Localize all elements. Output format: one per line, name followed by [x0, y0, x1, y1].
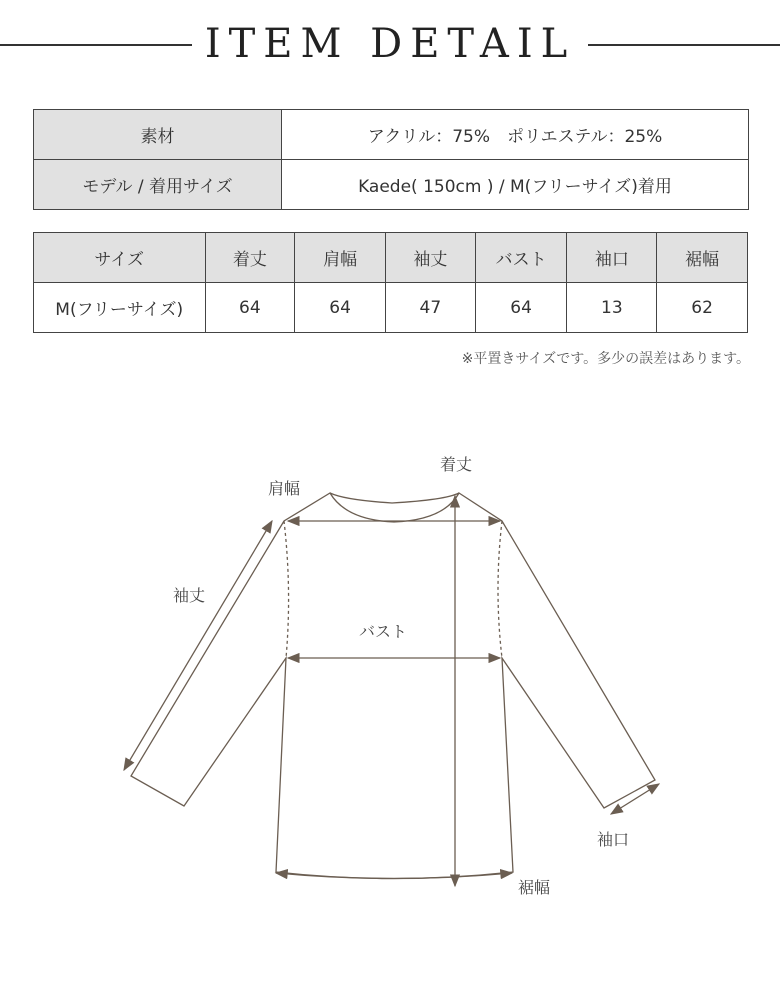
- measurement-note: ※平置きサイズです。多少の誤差はあります。: [461, 351, 750, 367]
- size-header-cell: 袖丈: [385, 233, 475, 283]
- label-cuff: 袖口: [597, 830, 630, 849]
- cuff-arrow: [611, 784, 659, 814]
- size-header-cell: 袖口: [567, 233, 657, 283]
- hem-arrow: [276, 873, 512, 879]
- sleeve-arrow: [124, 521, 272, 770]
- size-cell: M(フリーサイズ): [34, 283, 206, 333]
- size-header-cell: 裾幅: [657, 233, 748, 283]
- spec-label: 素材: [34, 110, 282, 160]
- page-title: ITEM DETAIL: [204, 21, 576, 67]
- size-cell: 47: [385, 283, 475, 333]
- spec-label: モデル / 着用サイズ: [34, 160, 282, 210]
- size-header-cell: 着丈: [205, 233, 295, 283]
- label-hem: 裾幅: [518, 878, 551, 897]
- size-cell: 64: [205, 283, 295, 333]
- spec-value: Kaede( 150cm ) / M(フリーサイズ)着用: [282, 160, 749, 210]
- neckline: [330, 493, 459, 503]
- size-header-cell: バスト: [475, 233, 567, 283]
- spec-value: アクリル：75% ポリエステル：25%: [282, 110, 749, 160]
- size-cell: 62: [657, 283, 748, 333]
- size-header-cell: サイズ: [34, 233, 206, 283]
- label-sleeve: 袖丈: [173, 586, 206, 605]
- label-shoulder: 肩幅: [268, 479, 301, 498]
- size-cell: 64: [475, 283, 567, 333]
- armhole-left: [284, 521, 289, 658]
- sweater-body-outline: [131, 493, 655, 879]
- size-cell: 13: [567, 283, 657, 333]
- label-length: 着丈: [440, 455, 473, 474]
- armhole-right: [498, 521, 502, 658]
- size-cell: 64: [295, 283, 386, 333]
- label-bust: バスト: [359, 622, 408, 641]
- size-header-cell: 肩幅: [295, 233, 386, 283]
